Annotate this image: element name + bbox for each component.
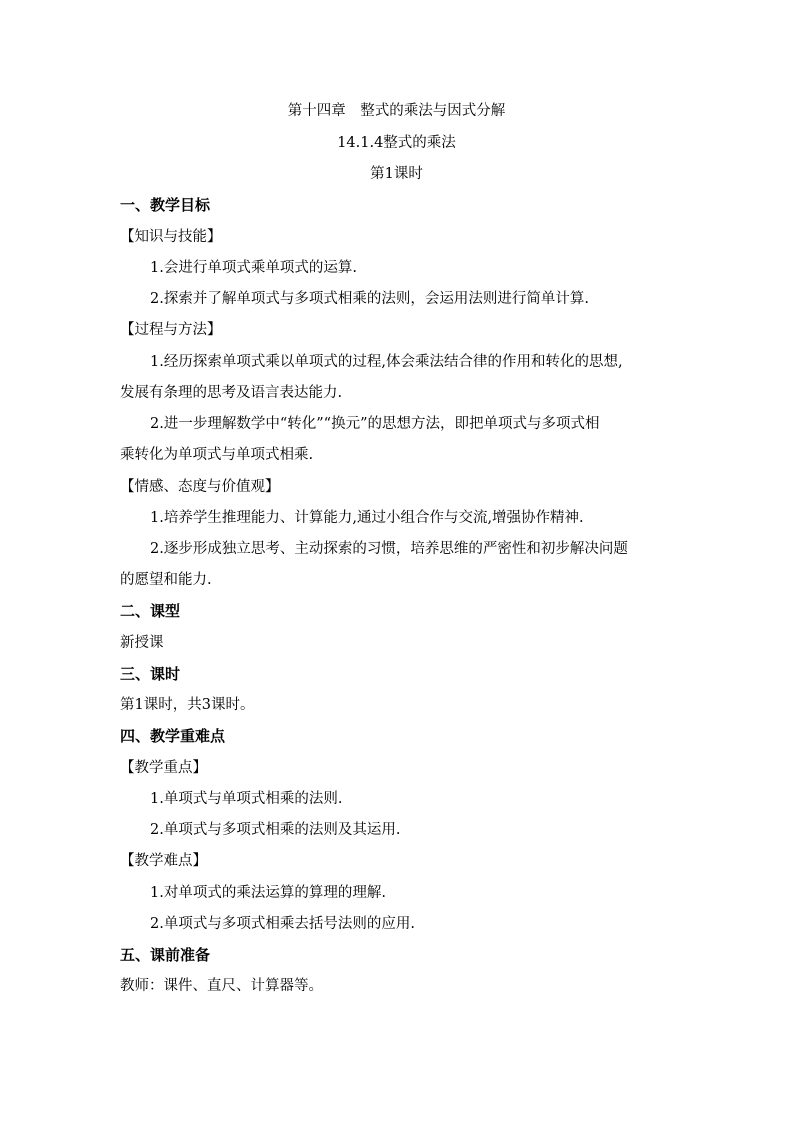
difficulty-item: 2.单项式与多项式相乘去括号法则的应用. [150,916,415,932]
lesson-type-text: 新授课 [120,635,164,651]
subheading-knowledge: 【知识与技能】 [120,229,222,245]
focus-item: 1.单项式与单项式相乘的法则. [150,791,343,807]
periods-text: 第1课时，共3课时。 [120,697,255,713]
preparation-text: 教师：课件、直尺、计算器等。 [120,978,323,994]
subheading-process: 【过程与方法】 [120,322,222,338]
attitude-item-line: 2.逐步形成独立思考、主动探索的习惯，培养思维的严密性和初步解决问题 [150,541,628,557]
heading-key-points: 四、教学重难点 [120,727,226,745]
attitude-item-line: 的愿望和能力. [120,572,212,588]
section-title: 14.1.4整式的乘法 [337,135,456,151]
heading-objectives: 一、教学目标 [120,196,211,214]
process-item-line: 2.进一步理解数学中“转化”“换元”的思想方法，即把单项式与多项式相 [150,416,600,432]
heading-periods: 三、课时 [120,665,181,683]
chapter-title: 第十四章 整式的乘法与因式分解 [287,103,506,119]
difficulty-item: 1.对单项式的乘法运算的算理的理解. [150,885,386,901]
process-item-line: 1.经历探索单项式乘以单项式的过程,体会乘法结合律的作用和转化的思想, [150,354,623,370]
focus-item: 2.单项式与多项式相乘的法则及其运用. [150,822,401,838]
process-item-line: 乘转化为单项式与单项式相乘. [120,447,314,463]
lesson-title: 第1课时 [370,166,423,182]
attitude-item-line: 1.培养学生推理能力、计算能力,通过小组合作与交流,增强协作精神. [150,510,584,526]
process-item-line: 发展有条理的思考及语言表达能力. [120,385,343,401]
subheading-attitude: 【情感、态度与价值观】 [120,479,280,495]
subheading-difficulty: 【教学难点】 [120,853,207,869]
subheading-focus: 【教学重点】 [120,760,207,776]
knowledge-item: 2.探索并了解单项式与多项式相乘的法则，会运用法则进行简单计算. [150,291,589,307]
knowledge-item: 1.会进行单项式乘单项式的运算. [150,260,357,276]
heading-lesson-type: 二、课型 [120,602,181,620]
heading-preparation: 五、课前准备 [120,946,211,964]
